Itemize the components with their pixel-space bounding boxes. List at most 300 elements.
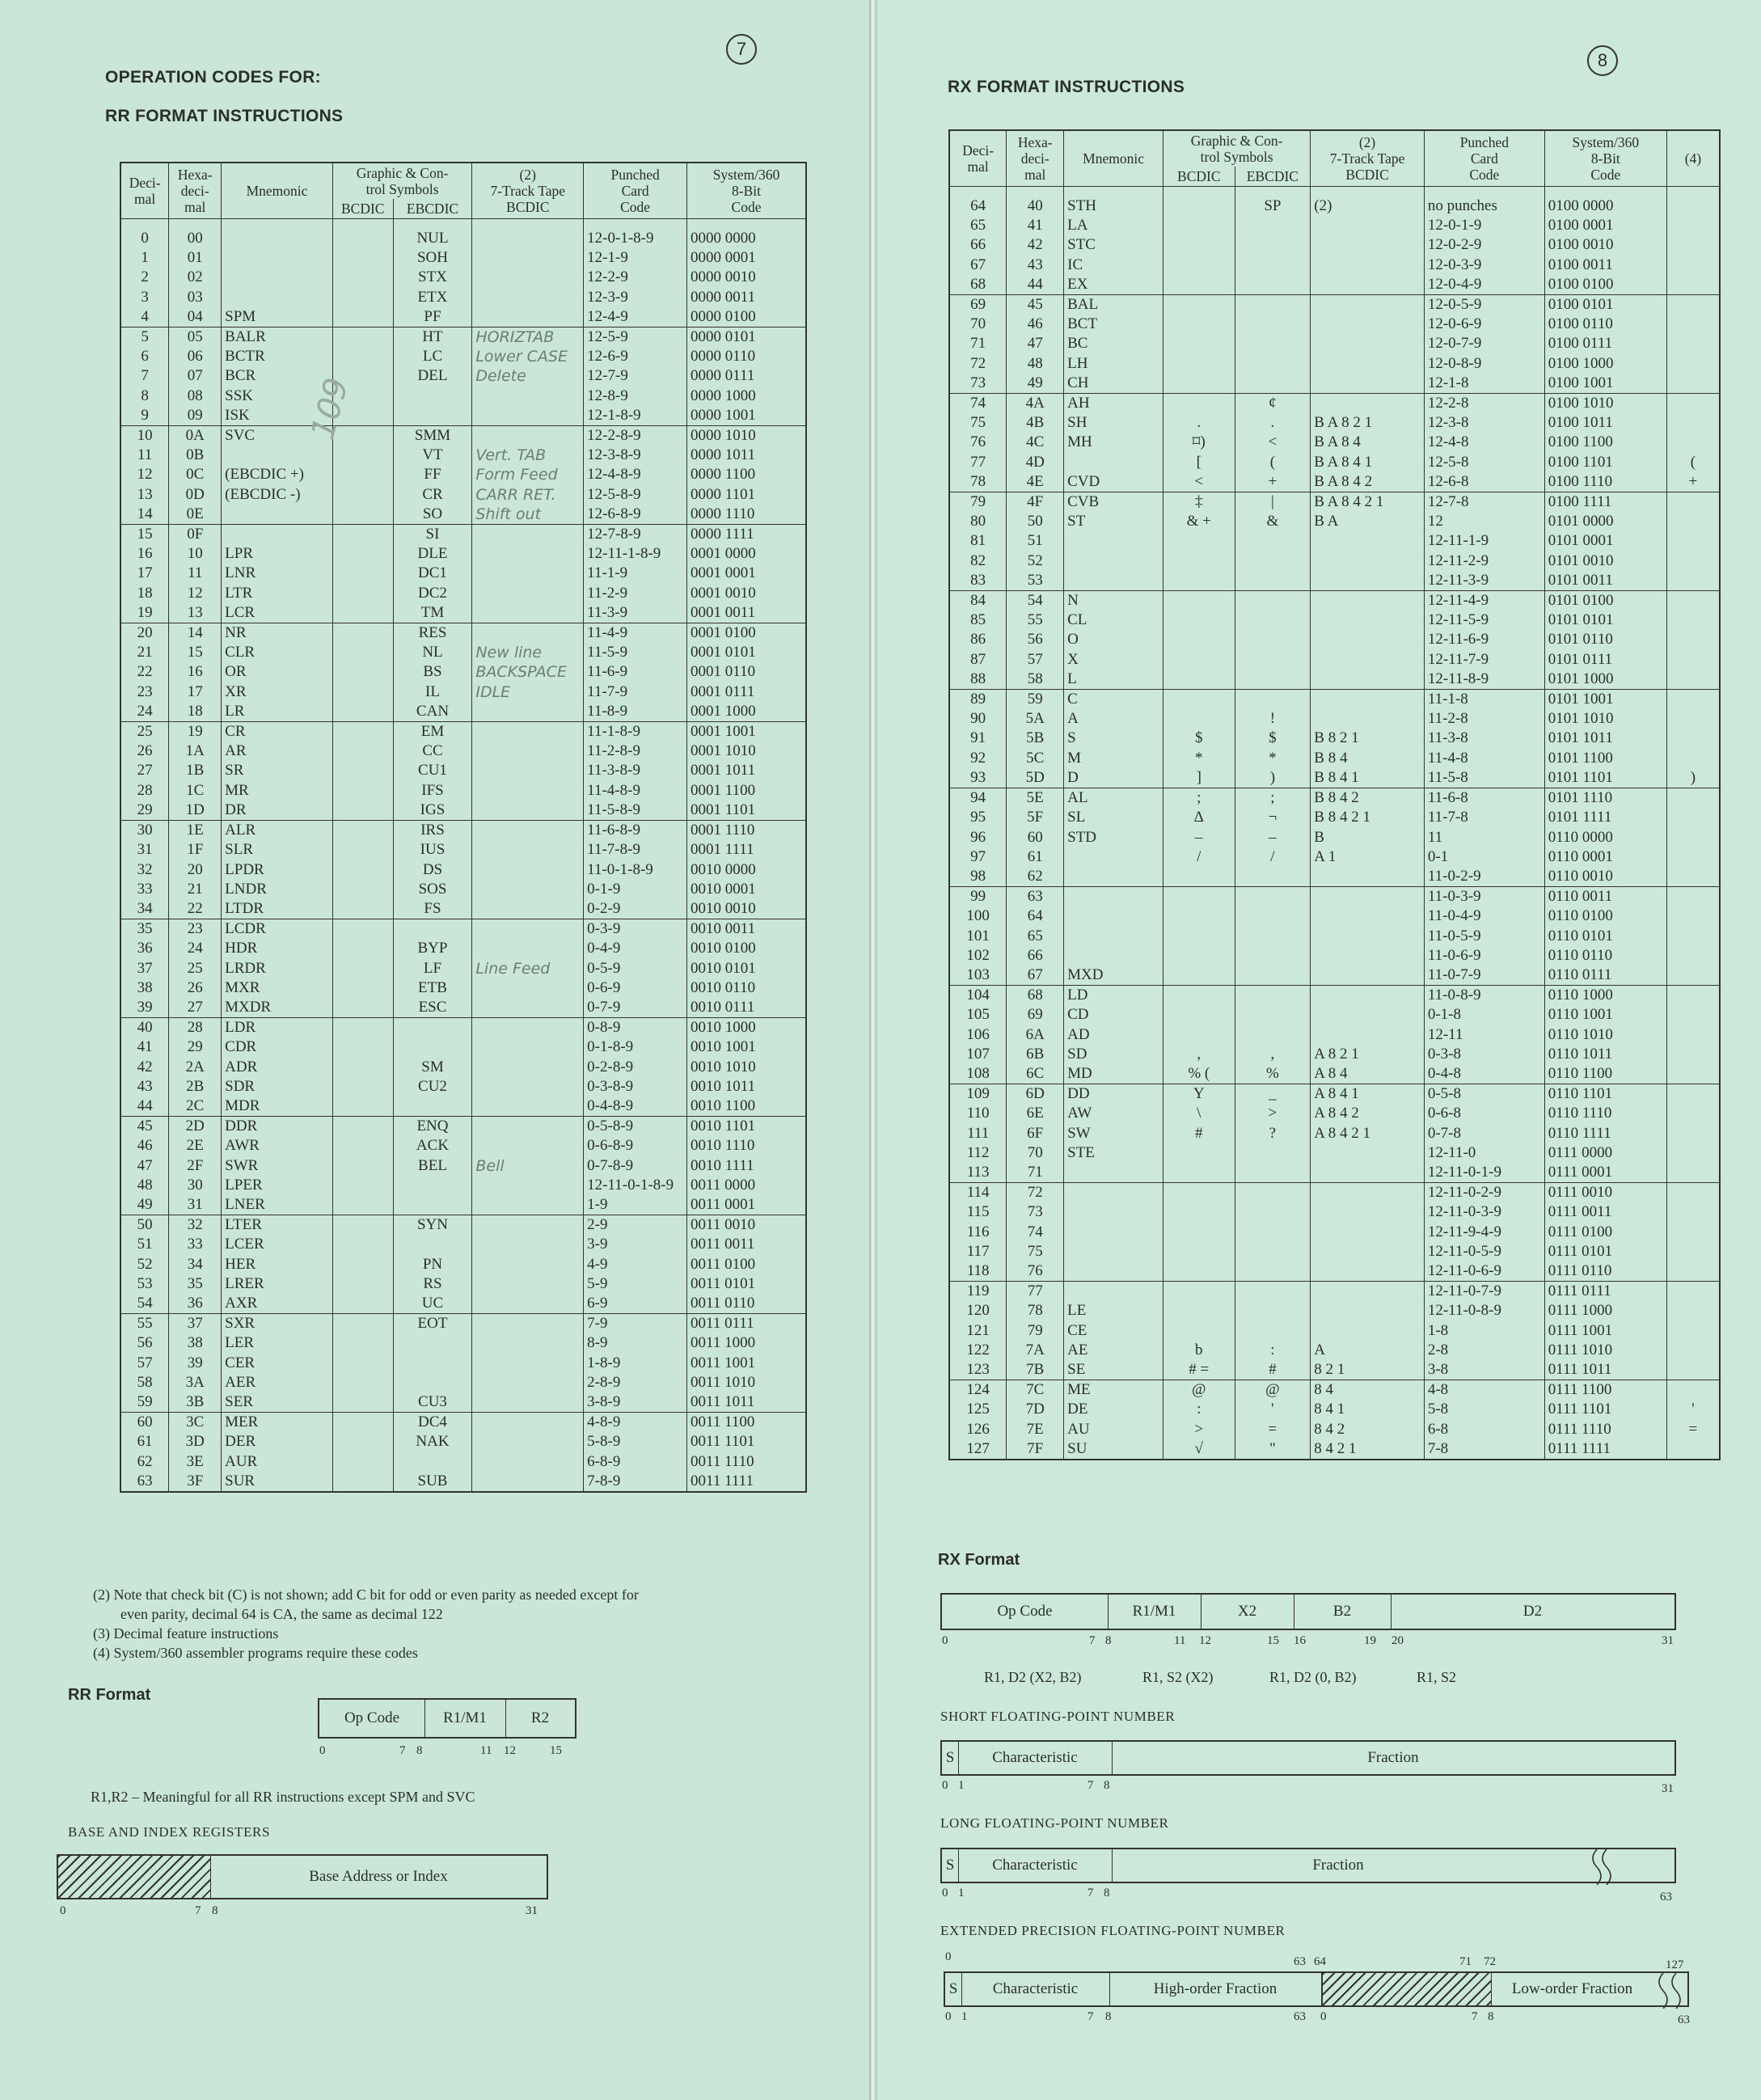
cell-decimal: 30 <box>120 821 169 841</box>
cell-punched: 12-11-7-9 <box>1424 650 1544 670</box>
cell-decimal: 96 <box>949 828 1007 847</box>
bit-label: 31 <box>1662 1634 1674 1647</box>
cell-mnemonic <box>1064 1242 1163 1261</box>
cell-ebcdic: # <box>1235 1360 1311 1380</box>
cell-mnemonic: C <box>1064 690 1163 710</box>
cell-ebcdic: ¢ <box>1235 394 1311 414</box>
cell-ebcdic <box>393 1018 472 1038</box>
cell-decimal: 48 <box>120 1176 169 1195</box>
cell-bcdic: ‡ <box>1163 492 1235 513</box>
rr-format-title: RR Format <box>68 1686 151 1704</box>
cell-s360: 0010 1110 <box>687 1136 806 1156</box>
table-row <box>949 196 1720 216</box>
cell-punched: 12-11-5-9 <box>1424 611 1544 630</box>
cell-s360: 0111 1000 <box>1544 1301 1666 1320</box>
cell-punched: 12-0-5-9 <box>1424 295 1544 315</box>
cell-decimal: 38 <box>120 978 169 998</box>
cell-bcdic <box>332 781 393 801</box>
cell-bcdic <box>1163 670 1235 690</box>
cell-punched: 12-11-0-7-9 <box>1424 1282 1544 1302</box>
cell-bcdic <box>332 1235 393 1254</box>
cell-ebcdic: PN <box>393 1255 472 1274</box>
cell-tape: A 8 4 1 <box>1311 1084 1425 1105</box>
cell-bcdic <box>332 1432 393 1451</box>
field-r2: R2 <box>530 1709 550 1726</box>
cell-bcdic <box>332 564 393 583</box>
cell-bcdic <box>1163 986 1235 1006</box>
cell-ebcdic: STX <box>393 268 472 287</box>
table-row <box>120 1195 806 1215</box>
cell-bcdic <box>1163 867 1235 887</box>
cell-bcdic <box>332 643 393 662</box>
cell-bcdic <box>1163 256 1235 275</box>
cell-mnemonic: D <box>1064 768 1163 788</box>
table-row <box>949 1439 1720 1460</box>
cell-tape <box>472 1215 584 1236</box>
cell-tape <box>1311 867 1425 887</box>
cell-mnemonic: CR <box>222 722 333 742</box>
cell-s360: 0000 0001 <box>687 248 806 268</box>
cell-tape: CARR RET. <box>472 485 584 505</box>
cell-ebcdic: CU2 <box>393 1077 472 1096</box>
bit-label: 11 <box>1174 1634 1186 1647</box>
table-row <box>949 788 1720 809</box>
cell-hex: 4D <box>1007 453 1064 472</box>
table-row <box>949 433 1720 452</box>
cell-tape <box>1311 887 1425 907</box>
table-row <box>120 1294 806 1314</box>
cell-s360: 0001 1011 <box>687 761 806 780</box>
cell-decimal: 81 <box>949 531 1007 551</box>
base-index-diagram <box>57 1854 548 1899</box>
spacer-cell <box>949 187 1007 197</box>
cell-bcdic: Y <box>1163 1084 1235 1105</box>
cell-mnemonic: M <box>1064 749 1163 768</box>
table-row <box>949 630 1720 649</box>
cell-s360: 0000 1111 <box>687 525 806 545</box>
cell-mnemonic: LTR <box>222 584 333 603</box>
cell-tape <box>1311 630 1425 649</box>
cell-mnemonic <box>222 446 333 465</box>
bit-label: 12 <box>1199 1634 1211 1647</box>
cell-punched: 11-5-8-9 <box>584 801 687 821</box>
cell-note4 <box>1666 729 1720 748</box>
cell-decimal: 45 <box>120 1117 169 1137</box>
field-b2: B2 <box>1294 1595 1391 1629</box>
cell-tape: BACKSPACE <box>472 662 584 682</box>
cell-tape: Vert. TAB <box>472 446 584 465</box>
cell-mnemonic: SU <box>1064 1439 1163 1460</box>
cell-hex: 47 <box>1007 334 1064 353</box>
cell-note4: = <box>1666 1420 1720 1439</box>
cell-punched: 4-9 <box>584 1255 687 1274</box>
cell-punched: 12-1-8 <box>1424 374 1544 394</box>
cell-s360: 0110 0110 <box>1544 946 1666 965</box>
cell-hex: 5D <box>1007 768 1064 788</box>
cell-mnemonic: LA <box>1064 216 1163 235</box>
cell-punched: 6-9 <box>584 1294 687 1314</box>
cell-ebcdic <box>393 1373 472 1392</box>
cell-s360: 0100 0011 <box>1544 256 1666 275</box>
cell-decimal: 25 <box>120 722 169 742</box>
cell-hex: 7F <box>1007 1439 1064 1460</box>
cell-tape <box>1311 1242 1425 1261</box>
cell-tape: 8 4 <box>1311 1380 1425 1401</box>
cell-decimal: 15 <box>120 525 169 545</box>
cell-punched: 11-4-8-9 <box>584 781 687 801</box>
cell-ebcdic: ) <box>1235 768 1311 788</box>
cell-decimal: 44 <box>120 1096 169 1117</box>
cell-punched: 11-0-7-9 <box>1424 965 1544 986</box>
cell-ebcdic: @ <box>1235 1380 1311 1401</box>
table-row <box>949 1183 1720 1203</box>
cell-decimal: 60 <box>120 1413 169 1433</box>
cell-s360: 0010 0000 <box>687 860 806 880</box>
cell-mnemonic: ALR <box>222 821 333 841</box>
cell-hex: 06 <box>169 347 222 366</box>
cell-ebcdic: EM <box>393 722 472 742</box>
cell-bcdic: < <box>1163 472 1235 492</box>
cell-tape: B 8 4 <box>1311 749 1425 768</box>
cell-mnemonic <box>1064 927 1163 946</box>
extended-float-title: EXTENDED PRECISION FLOATING-POINT NUMBER <box>940 1923 1286 1938</box>
cell-ebcdic: DEL <box>393 366 472 386</box>
cell-ebcdic: IUS <box>393 840 472 860</box>
cell-s360: 0001 0011 <box>687 603 806 623</box>
cell-tape <box>472 307 584 327</box>
cell-note4 <box>1666 295 1720 315</box>
cell-bcdic <box>332 544 393 564</box>
cell-tape: B 8 2 1 <box>1311 729 1425 748</box>
bit-label: 63 <box>1294 2010 1306 2023</box>
cell-decimal: 93 <box>949 768 1007 788</box>
cell-decimal: 53 <box>120 1274 169 1294</box>
table-row <box>949 611 1720 630</box>
cell-punched: 11-7-8 <box>1424 808 1544 827</box>
cell-mnemonic: LPR <box>222 544 333 564</box>
cell-bcdic <box>1163 1163 1235 1183</box>
cell-s360: 0000 1100 <box>687 465 806 484</box>
cell-punched: 0-7-9 <box>584 998 687 1018</box>
cell-tape <box>1311 927 1425 946</box>
cell-punched: 7-9 <box>584 1314 687 1334</box>
cell-ebcdic <box>1235 670 1311 690</box>
cell-hex: 18 <box>169 702 222 722</box>
cell-bcdic <box>332 1294 393 1314</box>
cell-mnemonic: SDR <box>222 1077 333 1096</box>
cell-mnemonic <box>1064 867 1163 887</box>
cell-punched: 12-0-4-9 <box>1424 275 1544 295</box>
cell-hex: 66 <box>1007 946 1064 965</box>
cell-ebcdic <box>1235 235 1311 255</box>
cell-tape <box>472 1195 584 1215</box>
cell-s360: 0110 1110 <box>1544 1104 1666 1123</box>
cell-hex: 1F <box>169 840 222 860</box>
table-row <box>949 1143 1720 1163</box>
cell-note4 <box>1666 986 1720 1006</box>
cell-punched: 11-0-4-9 <box>1424 906 1544 926</box>
cell-tape <box>1311 374 1425 394</box>
cell-hex: 36 <box>169 1294 222 1314</box>
cell-ebcdic: % <box>1235 1064 1311 1084</box>
cell-tape <box>1311 1163 1425 1183</box>
cell-decimal: 123 <box>949 1360 1007 1380</box>
cell-s360: 0000 1110 <box>687 505 806 525</box>
cell-decimal: 115 <box>949 1202 1007 1222</box>
cell-bcdic <box>332 702 393 722</box>
cell-tape <box>472 840 584 860</box>
cell-bcdic: ⌑) <box>1163 433 1235 452</box>
cell-decimal: 86 <box>949 630 1007 649</box>
cell-mnemonic <box>222 268 333 287</box>
cell-hex: 77 <box>1007 1282 1064 1302</box>
cell-hex: 3F <box>169 1472 222 1492</box>
cell-decimal: 70 <box>949 315 1007 334</box>
cell-tape <box>472 1354 584 1373</box>
cell-bcdic <box>1163 887 1235 907</box>
rr-format-diagram <box>318 1698 576 1739</box>
col-note4: (4) <box>1666 130 1720 187</box>
cell-hex: 24 <box>169 939 222 958</box>
table-row <box>120 1432 806 1451</box>
cell-decimal: 101 <box>949 927 1007 946</box>
cell-decimal: 88 <box>949 670 1007 690</box>
bit-label: 71 <box>1459 1955 1472 1968</box>
cell-punched: no punches <box>1424 196 1544 216</box>
cell-decimal: 6 <box>120 347 169 366</box>
operand-form: R1, S2 <box>1417 1669 1457 1685</box>
heading-rr-format: RR FORMAT INSTRUCTIONS <box>105 107 344 125</box>
cell-hex: 35 <box>169 1274 222 1294</box>
cell-decimal: 90 <box>949 709 1007 729</box>
base-index-title: BASE AND INDEX REGISTERS <box>68 1824 271 1840</box>
table-row <box>120 544 806 564</box>
cell-mnemonic: SD <box>1064 1045 1163 1064</box>
cell-ebcdic: CR <box>393 485 472 505</box>
cell-tape <box>472 880 584 899</box>
cell-hex: 2E <box>169 1136 222 1156</box>
table-row <box>120 584 806 603</box>
cell-ebcdic: ETB <box>393 978 472 998</box>
cell-hex: 6D <box>1007 1084 1064 1105</box>
cell-ebcdic <box>1235 315 1311 334</box>
cell-punched: 12-11-4-9 <box>1424 591 1544 611</box>
col-punched: Punched Card Code <box>1424 130 1544 187</box>
cell-s360: 0001 1001 <box>687 722 806 742</box>
table-row <box>120 919 806 940</box>
cell-decimal: 120 <box>949 1301 1007 1320</box>
cell-tape <box>472 603 584 623</box>
bit-label: 8 <box>1488 2010 1494 2023</box>
cell-s360: 0011 0101 <box>687 1274 806 1294</box>
cell-decimal: 24 <box>120 702 169 722</box>
cell-punched: 11-6-8 <box>1424 788 1544 809</box>
cell-s360: 0111 1001 <box>1544 1321 1666 1341</box>
cell-note4: ( <box>1666 453 1720 472</box>
cell-decimal: 4 <box>120 307 169 327</box>
table-row <box>949 1124 1720 1143</box>
cell-mnemonic: BAL <box>1064 295 1163 315</box>
cell-mnemonic: CE <box>1064 1321 1163 1341</box>
cell-mnemonic: LCDR <box>222 919 333 940</box>
cell-s360: 0010 0011 <box>687 919 806 940</box>
cell-mnemonic <box>1064 946 1163 965</box>
table-row <box>120 978 806 998</box>
cell-decimal: 36 <box>120 939 169 958</box>
cell-mnemonic: (EBCDIC +) <box>222 465 333 484</box>
cell-punched: 12-0-6-9 <box>1424 315 1544 334</box>
bit-label: 127 <box>1666 1958 1684 1971</box>
cell-decimal: 2 <box>120 268 169 287</box>
cell-tape <box>1311 256 1425 275</box>
cell-mnemonic: LRER <box>222 1274 333 1294</box>
cell-hex: 3C <box>169 1413 222 1433</box>
cell-tape: A 1 <box>1311 847 1425 867</box>
cell-ebcdic: FS <box>393 899 472 919</box>
cell-decimal: 105 <box>949 1005 1007 1025</box>
col-bcdic: BCDIC <box>1163 167 1235 187</box>
cell-ebcdic: : <box>1235 1341 1311 1360</box>
cell-punched: 0-1-9 <box>584 880 687 899</box>
cell-s360: 0101 1111 <box>1544 808 1666 827</box>
cell-mnemonic: LTDR <box>222 899 333 919</box>
cell-punched: 0-2-8-9 <box>584 1058 687 1077</box>
cell-s360: 0010 0110 <box>687 978 806 998</box>
cell-ebcdic <box>1235 551 1311 571</box>
cell-mnemonic: AE <box>1064 1341 1163 1360</box>
bit-label: 19 <box>1364 1634 1376 1647</box>
cell-tape <box>472 544 584 564</box>
table-row <box>120 446 806 465</box>
cell-tape: Lower CASE <box>472 347 584 366</box>
cell-decimal: 67 <box>949 256 1007 275</box>
table-row <box>949 1223 1720 1242</box>
cell-ebcdic <box>1235 1163 1311 1183</box>
cell-note4 <box>1666 531 1720 551</box>
cell-note4 <box>1666 334 1720 353</box>
cell-tape <box>1311 295 1425 315</box>
cell-bcdic <box>332 939 393 958</box>
cell-decimal: 98 <box>949 867 1007 887</box>
cell-hex: 32 <box>169 1215 222 1236</box>
cell-s360: 0001 1100 <box>687 781 806 801</box>
cell-s360: 0000 1101 <box>687 485 806 505</box>
cell-hex: 54 <box>1007 591 1064 611</box>
cell-ebcdic <box>1235 256 1311 275</box>
cell-decimal: 14 <box>120 505 169 525</box>
cell-tape <box>472 1235 584 1254</box>
cell-hex: 74 <box>1007 1223 1064 1242</box>
table-row <box>120 505 806 525</box>
cell-bcdic: – <box>1163 828 1235 847</box>
field-characteristic: Characteristic <box>961 1973 1110 2005</box>
cell-punched: 0-3-8-9 <box>584 1077 687 1096</box>
table-row <box>120 1472 806 1492</box>
cell-mnemonic: X <box>1064 650 1163 670</box>
cell-ebcdic: DC2 <box>393 584 472 603</box>
table-row <box>120 662 806 682</box>
cell-hex: 34 <box>169 1255 222 1274</box>
cell-note4 <box>1666 611 1720 630</box>
cell-s360: 0101 0101 <box>1544 611 1666 630</box>
cell-mnemonic: AR <box>222 742 333 761</box>
cell-punched: 12-11-0-5-9 <box>1424 1242 1544 1261</box>
cell-decimal: 61 <box>120 1432 169 1451</box>
bit-label: 31 <box>526 1904 538 1917</box>
bit-label: 7 <box>1089 1634 1096 1647</box>
cell-punched: 12-0-1-9 <box>1424 216 1544 235</box>
break-mark-icon <box>1598 1849 1613 1885</box>
cell-punched: 12-4-8-9 <box>584 465 687 484</box>
cell-bcdic <box>332 1373 393 1392</box>
cell-note4 <box>1666 512 1720 531</box>
cell-punched: 1-9 <box>584 1195 687 1215</box>
cell-bcdic <box>1163 965 1235 986</box>
cell-note4 <box>1666 1282 1720 1302</box>
cell-hex: 48 <box>1007 354 1064 374</box>
table-row <box>120 307 806 327</box>
cell-tape <box>472 288 584 307</box>
cell-hex: 61 <box>1007 847 1064 867</box>
cell-decimal: 11 <box>120 446 169 465</box>
cell-note4 <box>1666 1301 1720 1320</box>
cell-punched: 12-11 <box>1424 1025 1544 1045</box>
cell-tape <box>1311 1321 1425 1341</box>
cell-punched: 3-8-9 <box>584 1392 687 1413</box>
table-row <box>120 347 806 366</box>
cell-note4 <box>1666 1045 1720 1064</box>
cell-decimal: 68 <box>949 275 1007 295</box>
bit-label: 7 <box>1087 2010 1094 2023</box>
cell-s360: 0101 1010 <box>1544 709 1666 729</box>
heading-rx-format: RX FORMAT INSTRUCTIONS <box>948 78 1185 96</box>
cell-punched: 11-5-8 <box>1424 768 1544 788</box>
cell-ebcdic: SO <box>393 505 472 525</box>
cell-s360: 0101 0110 <box>1544 630 1666 649</box>
cell-ebcdic <box>1235 1202 1311 1222</box>
cell-tape <box>472 1333 584 1353</box>
cell-bcdic: ] <box>1163 768 1235 788</box>
cell-s360: 0001 1010 <box>687 742 806 761</box>
cell-decimal: 54 <box>120 1294 169 1314</box>
cell-ebcdic: DS <box>393 860 472 880</box>
cell-bcdic <box>332 1096 393 1117</box>
cell-decimal: 99 <box>949 887 1007 907</box>
cell-mnemonic: SSK <box>222 387 333 406</box>
cell-punched: 11-3-8-9 <box>584 761 687 780</box>
field-opcode: Op Code <box>319 1700 425 1737</box>
cell-ebcdic: ' <box>1235 1400 1311 1419</box>
cell-ebcdic: CC <box>393 742 472 761</box>
cell-tape <box>472 1037 584 1057</box>
cell-bcdic <box>332 761 393 780</box>
cell-tape <box>1311 1025 1425 1045</box>
cell-punched: 12-6-9 <box>584 347 687 366</box>
cell-mnemonic: BALR <box>222 327 333 348</box>
cell-ebcdic: IFS <box>393 781 472 801</box>
cell-bcdic: ; <box>1163 788 1235 809</box>
cell-bcdic: # <box>1163 1124 1235 1143</box>
cell-punched: 2-9 <box>584 1215 687 1236</box>
cell-mnemonic: CL <box>1064 611 1163 630</box>
cell-s360: 0011 1010 <box>687 1373 806 1392</box>
cell-tape <box>472 387 584 406</box>
cell-mnemonic: BCT <box>1064 315 1163 334</box>
cell-hex: 12 <box>169 584 222 603</box>
bit-label: 0 <box>60 1904 66 1917</box>
cell-note4 <box>1666 1025 1720 1045</box>
cell-bcdic <box>1163 1005 1235 1025</box>
